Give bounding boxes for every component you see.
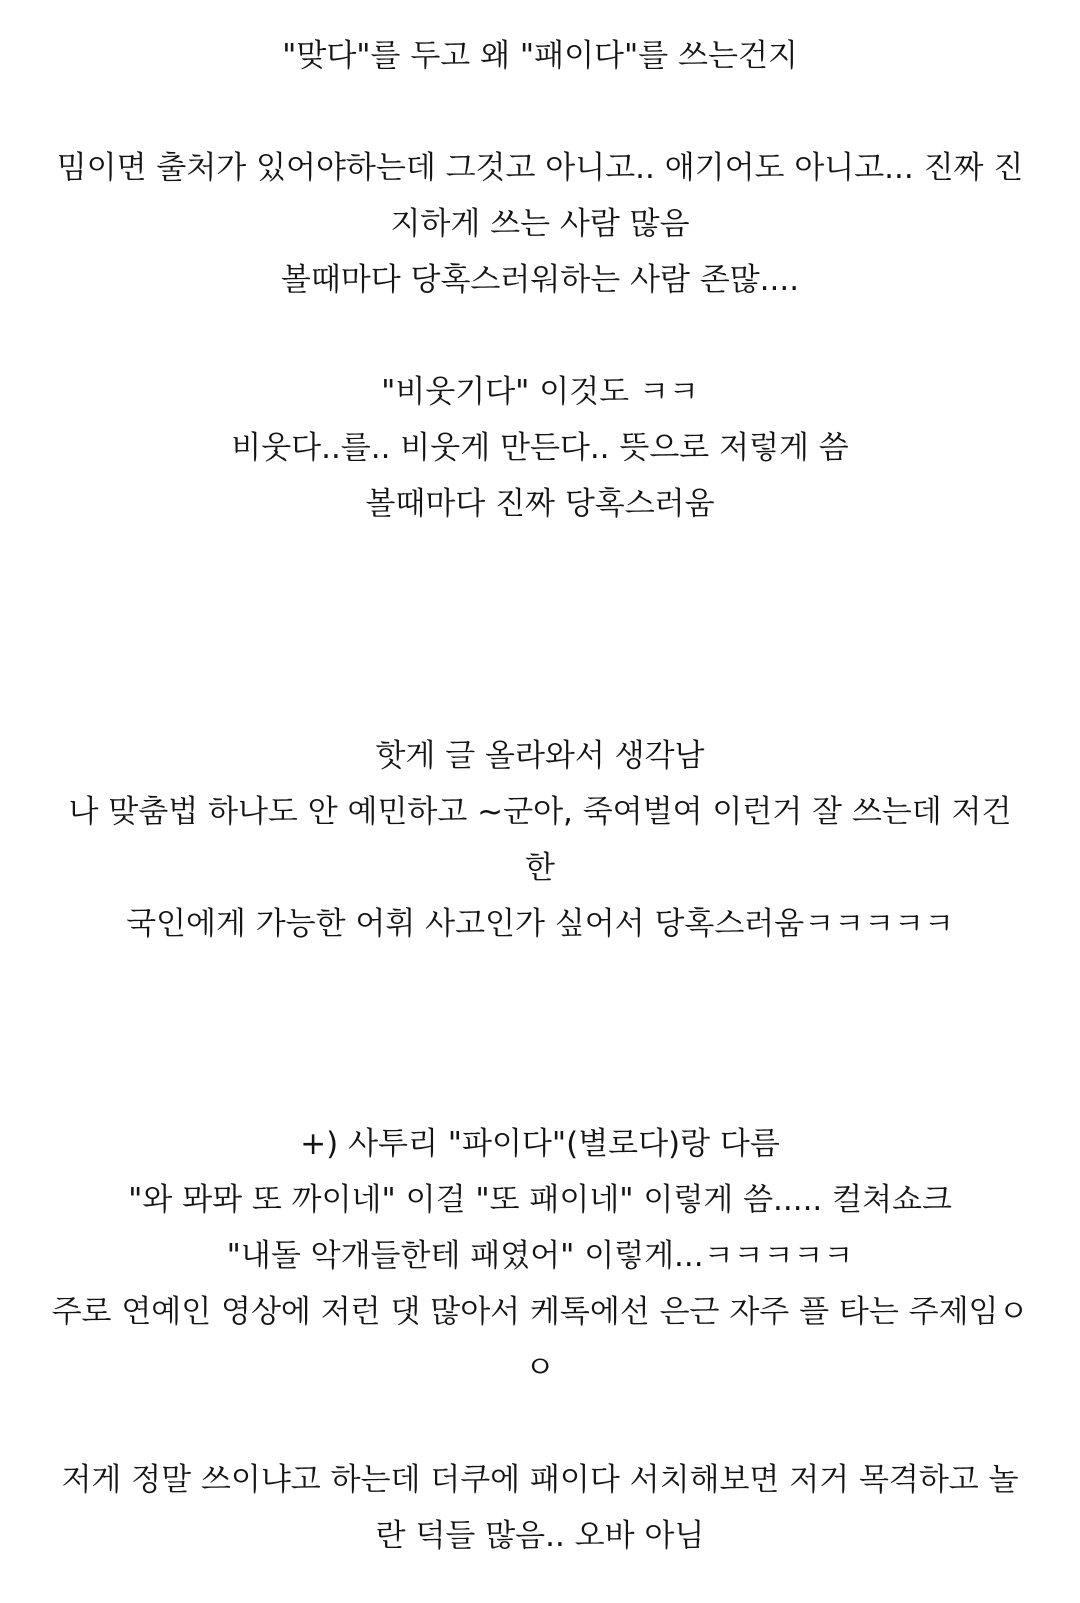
post-line: 볼때마다 진짜 당혹스러움 xyxy=(365,486,715,522)
post-line: "와 뫄뫄 또 까이네" 이걸 "또 패이네" 이렇게 씀..... 컬쳐쇼크 xyxy=(128,1182,952,1218)
post-line: 비웃다..를.. 비웃게 만든다.. 뜻으로 저렇게 씀 xyxy=(231,430,849,466)
post-line: "맞다"를 두고 왜 "패이다"를 쓰는건지 xyxy=(282,38,798,74)
post-line: 나 맞춤법 하나도 안 예민하고 ~군아, 죽여벌여 이런거 잘 쓰는데 저건 한 xyxy=(68,794,1012,886)
post-line: 지하게 쓰는 사람 많음 xyxy=(390,206,690,242)
post-line: ㅇ xyxy=(525,1350,555,1386)
post-line: "내돌 악개들한테 패였어" 이렇게...ㅋㅋㅋㅋㅋ xyxy=(226,1238,854,1274)
post-line: 볼때마다 당혹스러워하는 사람 존많.... xyxy=(280,262,800,298)
post-body xyxy=(50,28,1030,1564)
post-line: 저게 정말 쓰이냐고 하는데 더쿠에 패이다 서치해보면 저거 목격하고 놀 xyxy=(61,1462,1019,1498)
spacer xyxy=(50,532,1030,728)
post-line: 핫게 글 올라와서 생각남 xyxy=(375,738,705,774)
post-line: "비웃기다" 이것도 ㅋㅋ xyxy=(381,374,699,410)
post-line: 란 덕들 많음.. 오바 아님 xyxy=(375,1518,705,1554)
post-line: 주로 연예인 영상에 저런 댓 많아서 케톡에선 은근 자주 플 타는 주제임ㅇ xyxy=(51,1294,1029,1330)
spacer xyxy=(50,1396,1030,1452)
post-line: 국인에게 가능한 어휘 사고인가 싶어서 당혹스러움ㅋㅋㅋㅋㅋ xyxy=(126,906,954,942)
spacer xyxy=(50,308,1030,364)
spacer xyxy=(50,952,1030,1116)
spacer xyxy=(50,84,1030,140)
post-line: 밈이면 출처가 있어야하는데 그것고 아니고.. 애기어도 아니고... 진짜 진 xyxy=(56,150,1024,186)
post-line: +) 사투리 "파이다"(별로다)랑 다름 xyxy=(300,1126,780,1162)
